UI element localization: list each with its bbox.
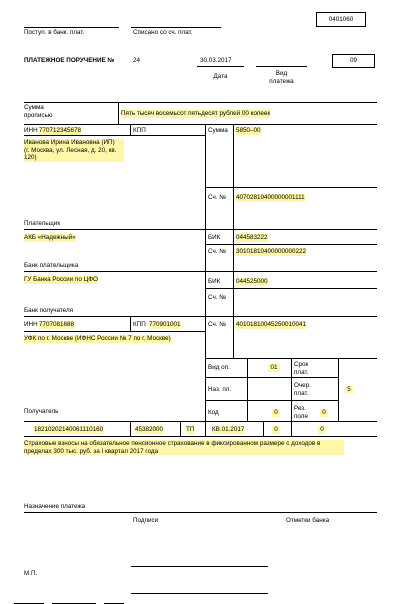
tax-doc-number: 0: [272, 426, 280, 434]
payee-bank-label: Банк получателя: [24, 307, 74, 314]
tax-basis: ТП: [186, 426, 195, 433]
grid-line-payer-bottom: [24, 229, 377, 230]
grid-line-payee-inn-bottom: [24, 331, 205, 332]
payer-inn-label: ИНН: [24, 127, 38, 134]
kod-label: Код: [208, 409, 219, 416]
payer-kpp-label: КПП: [133, 127, 146, 134]
tax-vline-5: [291, 421, 292, 436]
payer-bank-account-label: Сч. №: [208, 248, 227, 255]
grid-vline-kpp: [130, 124, 131, 135]
date-line: [197, 66, 244, 67]
tax-doc-date: 0: [318, 426, 326, 434]
payee-inn: 7707081688: [39, 321, 75, 328]
payment-type-line: [256, 66, 307, 67]
payee-bank-name: ГУ Банка России по ЦФО: [24, 276, 98, 283]
payee-account: 40101810045250010041: [236, 321, 307, 328]
grid-line-payeebank-bottom: [24, 316, 377, 317]
signature-line-2: [131, 593, 268, 594]
payer-account: 40702810400000001111: [236, 194, 305, 201]
order-date: 30.03.2017: [200, 57, 232, 64]
payee-kpp: 770901001: [149, 321, 181, 328]
vid-op: 01: [268, 364, 280, 372]
grid-line-payee-bottom: [24, 421, 377, 422]
grid-line-codes-2: [205, 400, 338, 401]
payee-bank-bik: 044525000: [236, 278, 268, 285]
payer-sum: 5850–00: [236, 127, 261, 134]
grid-line-inn: [24, 124, 377, 125]
tax-vline-2: [180, 421, 181, 436]
grid-line-sum-bottom: [205, 187, 377, 188]
rez-label: Рез. поле: [294, 405, 308, 420]
rez: 0: [320, 409, 328, 417]
ocher-label: Очер. плат.: [294, 382, 311, 397]
payee-account-label: Сч. №: [208, 321, 227, 328]
signature-line-1: [131, 566, 268, 567]
naz-pl-label: Наз. пл.: [208, 386, 232, 393]
debited-label: Списано со сч. плат.: [133, 29, 193, 36]
amount-top-line: [24, 102, 377, 103]
tax-kbk: 18210202140061110160: [34, 426, 104, 433]
purpose-text: Страховые взносы на обязательное пенсионное страхование в фиксированном размере с доходов в пределах 300 тыс. руб. за I квартал 2017 года: [24, 440, 344, 455]
payee-bank-account-label: Сч. №: [208, 294, 227, 301]
payee-bank-bik-label: БИК: [208, 278, 221, 285]
grid-line-bik1: [205, 244, 377, 245]
grid-vline-codes-c: [338, 358, 339, 421]
payer-account-label: Сч. №: [208, 194, 227, 201]
tax-oktmo: 45382000: [135, 426, 164, 433]
grid-vline-payee-kpp: [130, 316, 131, 331]
payer-inn: 770712345678: [39, 127, 82, 134]
grid-vline-codes-a: [247, 358, 248, 421]
payee-kpp-label: КПП: [133, 321, 146, 328]
form-title: ПЛАТЕЖНОЕ ПОРУЧЕНИЕ №: [24, 57, 115, 64]
received-label: Поступ. в банк. плат.: [24, 29, 85, 36]
payee-inn-label: ИНН: [24, 321, 38, 328]
grid-line-tax-bottom: [24, 436, 377, 437]
payment-type-label: Вид платежа: [269, 70, 294, 85]
payer-bank-label: Банк плательщика: [24, 262, 79, 269]
ocher: 5: [345, 386, 353, 394]
payer-label: Плательщик: [24, 220, 61, 227]
tax-vline-3: [205, 421, 206, 436]
payee-label: Получатель: [24, 408, 59, 415]
signatures-label: Подписи: [133, 517, 159, 524]
amount-words-label: Сумма прописью: [24, 104, 53, 119]
stamp-label: М.П.: [24, 570, 38, 577]
amount-divider: [118, 102, 119, 124]
debited-line: [131, 27, 221, 28]
grid-vline-main: [205, 124, 206, 421]
payer-sum-label: Сумма: [208, 127, 228, 134]
received-line: [24, 27, 119, 28]
vid-op-label: Вид оп.: [208, 364, 230, 371]
payer-bank-account: 30101810400000000222: [236, 248, 307, 255]
grid-line-codes-1: [205, 377, 338, 378]
tax-vline-4: [263, 421, 264, 436]
form-code: 0401060: [328, 16, 354, 23]
purpose-label: Назначение платежа: [24, 503, 86, 510]
grid-line-bik2: [205, 288, 377, 289]
kod: 0: [272, 409, 280, 417]
payee-name: УФК по г. Москве (ИФНС России № 7 по г. Москве): [24, 335, 171, 342]
payer-bank-bik-label: БИК: [208, 234, 221, 241]
grid-line-inn-bottom: [24, 135, 205, 136]
tax-vline-1: [130, 421, 131, 436]
grid-vline-values: [233, 124, 234, 358]
tax-period: КВ.01.2017: [212, 426, 245, 433]
grid-vline-codes-b: [291, 358, 292, 421]
order-number: 24: [133, 57, 141, 64]
grid-line-payerbank-bottom: [24, 271, 377, 272]
payer-bank-bik: 044583222: [236, 234, 268, 241]
bank-marks-label: Отметки банка: [286, 517, 330, 524]
purpose-bottom-line: [24, 512, 377, 513]
amount-words: Пять тысяч восемьсот пятьдесят рублей 00 копеек: [121, 110, 271, 117]
payer-bank-name: АКБ «Надежный»: [24, 234, 76, 241]
payer-name: Иванова Ирина Ивановна (ИП) (г. Москва, ул. Лесная, д. 20, кв. 120): [24, 139, 124, 162]
srok-label: Срок плат.: [294, 361, 309, 376]
date-label: Дата: [213, 73, 228, 80]
status-code: 09: [349, 57, 357, 64]
